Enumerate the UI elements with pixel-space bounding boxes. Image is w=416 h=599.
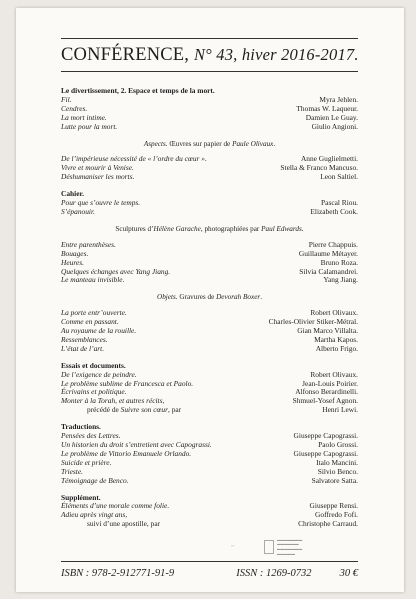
- stamp-logo-icon: [264, 540, 274, 554]
- toc-author: Alberto Frigo.: [315, 343, 358, 353]
- toc-author: Alfonso Berardinelli.: [295, 387, 358, 397]
- toc-title: Quelques échanges avec Yang Jiang.: [61, 266, 171, 276]
- toc-title: Déshumaniser les morts.: [61, 172, 135, 182]
- isbn: ISBN : 978-2-912771-91-9: [61, 568, 175, 579]
- caption-part: .: [260, 293, 262, 302]
- toc-title: Témoignage de Benco.: [61, 475, 129, 485]
- objets-caption: [61, 293, 358, 302]
- toc-author: Silvia Calamandrei.: [299, 266, 358, 276]
- toc-title: Ressemblances.: [61, 334, 108, 344]
- caption-part: , photographiées par: [200, 224, 262, 233]
- toc-author: Giuseppe Rensi.: [309, 501, 358, 511]
- toc-row: [61, 336, 358, 345]
- toc-author: Giuseppe Capograssi.: [293, 448, 358, 458]
- toc-row: [61, 520, 358, 529]
- toc-title-part: Suivre son cœur: [120, 405, 169, 415]
- toc-author: Damien Le Guay.: [305, 112, 358, 122]
- toc-author: Italo Mancini.: [316, 457, 358, 467]
- toc-title: De l’impérieuse nécessité de « l’ordre du cœur ».: [61, 154, 207, 164]
- toc-title: Éléments d’une morale comme folie.: [61, 501, 170, 511]
- section-heading: Le divertissement, 2. Espace et temps de la mort.: [61, 86, 215, 95]
- toc-author: Salvatore Satta.: [311, 475, 358, 485]
- caption-artist: Devorah Boxer: [216, 293, 261, 302]
- toc-author: Christophe Carraud.: [298, 519, 358, 529]
- toc-author: Charles-Olivier Stiker-Métral.: [268, 317, 358, 327]
- toc-title-part: , par: [168, 405, 182, 415]
- top-rule: [61, 38, 358, 39]
- stamp-lines: ▬▬▬▬▬▬▬ ▬▬▬▬▬▬ ▬▬▬▬▬▬▬ ▬▬▬▬▬: [277, 537, 303, 556]
- toc-author: Stella & Franco Mancuso.: [280, 163, 358, 173]
- price: 30 €: [339, 568, 358, 579]
- toc-title: suivi d’une apostille, par: [87, 519, 161, 529]
- title-issue: N° 43, hiver 2016-2017.: [193, 45, 359, 64]
- aspects-caption: [61, 140, 358, 149]
- section-supplement: [61, 494, 358, 530]
- toc-author: Elizabeth Cook.: [310, 206, 358, 216]
- caption-artist: Paule Olivaux: [232, 139, 274, 148]
- toc-title: Vivre et mourir à Venise.: [61, 163, 134, 173]
- toc-title: La mort intime.: [61, 112, 107, 122]
- section-aspects: [61, 155, 358, 182]
- toc-author: Anne Guglielmetti.: [300, 154, 358, 164]
- toc-author: Robert Olivaux.: [310, 308, 358, 318]
- toc-title: Suicide et prière.: [61, 457, 112, 467]
- toc-author: Gian Marco Villalta.: [297, 326, 358, 336]
- caption-part: .: [273, 139, 276, 148]
- toc-row: [61, 276, 358, 285]
- toc-title: La porte entr’ouverte.: [61, 308, 127, 318]
- toc-title: Comme en passant.: [61, 317, 119, 327]
- toc-title: Bouages.: [61, 248, 89, 258]
- toc-row: [61, 123, 358, 132]
- section-heading: Essais et documents.: [61, 360, 126, 370]
- toc-title: Heures.: [61, 257, 84, 267]
- toc-author: Shmuel-Yosef Agnon.: [292, 396, 358, 406]
- toc-author: Yang Jiang.: [323, 275, 358, 285]
- toc-row: [61, 459, 358, 468]
- caption-part: .: [301, 224, 304, 233]
- toc-title: [61, 406, 181, 415]
- toc-title: Au royaume de la rouille.: [61, 326, 137, 336]
- toc-author: Pierre Chappuis.: [308, 239, 358, 249]
- section-heading: Traductions.: [61, 422, 101, 432]
- toc-title: Le problème sublime de Francesca et Paolo.: [61, 378, 194, 388]
- toc-author: Robert Olivaux.: [310, 369, 358, 379]
- bottom-rule: [61, 561, 358, 562]
- toc-author: Myra Jehlen.: [319, 94, 358, 104]
- caption-part: Objets.: [157, 293, 178, 302]
- page-inner: [61, 8, 358, 592]
- toc-author: Goffredo Fofi.: [315, 510, 358, 520]
- toc-title: De l’exigence de peindre.: [61, 369, 137, 379]
- section-heading: Cahier.: [61, 189, 84, 199]
- toc-author: Thomas W. Laqueur.: [296, 103, 358, 113]
- toc-title-part: précédé de: [87, 405, 121, 415]
- toc-title: Adieu après vingt ans,: [61, 510, 128, 520]
- toc-author: Bruno Roza.: [320, 257, 358, 267]
- caption-part: Gravures de: [177, 293, 217, 302]
- section-heading: Supplément.: [61, 492, 101, 502]
- section-cahier: [61, 190, 358, 217]
- toc-title: Pour que s’ouvre le temps.: [61, 198, 141, 208]
- toc-author: Jean-Louis Poirier.: [302, 378, 358, 388]
- caption-part: Œuvres sur papier de: [167, 139, 233, 148]
- footer: [61, 568, 358, 579]
- section-traductions: [61, 423, 358, 485]
- issn: ISSN : 1269-0732: [236, 568, 312, 579]
- toc-author: Guillaume Métayer.: [298, 248, 358, 258]
- toc-title: Fil.: [61, 94, 72, 104]
- toc-author: Martha Kapos.: [314, 334, 358, 344]
- toc-author: Giuseppe Capograssi.: [293, 431, 358, 441]
- toc-title: Trieste.: [61, 466, 83, 476]
- toc-author: Pascal Riou.: [321, 198, 358, 208]
- toc-author: Henri Lewi.: [322, 405, 358, 415]
- journal-title: [61, 45, 358, 66]
- section-objets: [61, 309, 358, 354]
- publisher-stamp: [231, 534, 341, 560]
- toc-title: Monter à la Torah, et autres récits,: [61, 396, 165, 406]
- sculptures-caption: [61, 225, 358, 234]
- signature-mark: ~: [231, 544, 235, 550]
- toc-title: Le problème de Vittorio Emanuele Orlando.: [61, 448, 192, 458]
- back-cover: [16, 8, 404, 592]
- section-divertissement: [61, 87, 358, 132]
- caption-part: Aspects.: [143, 139, 168, 148]
- toc-row: [61, 477, 358, 486]
- toc-title: Pensées des Lettres.: [61, 431, 121, 441]
- toc-author: Paolo Grossi.: [318, 440, 358, 449]
- toc-row: [61, 173, 358, 182]
- toc-author: Silvio Benco.: [317, 466, 358, 476]
- toc-row: [61, 406, 358, 415]
- toc-title: Entre parenthèses.: [61, 239, 116, 249]
- section-sculptures: [61, 241, 358, 286]
- toc-row: [61, 208, 358, 217]
- toc-title: Cendres.: [61, 103, 88, 113]
- table-of-contents: [61, 87, 358, 537]
- caption-part: Sculptures d’: [115, 224, 154, 233]
- toc-author: Leon Saltiel.: [320, 172, 358, 182]
- toc-title: L’état de l’art.: [61, 343, 105, 353]
- toc-row: [61, 345, 358, 354]
- caption-photographer: Paul Edwards: [261, 224, 302, 233]
- toc-author: Giulio Angioni.: [311, 121, 358, 131]
- toc-title: Écrivains et politique.: [61, 387, 127, 397]
- toc-row: [61, 250, 358, 259]
- toc-title: S’épanouir.: [61, 206, 95, 216]
- toc-title: Lutte pour la mort.: [61, 121, 118, 131]
- section-essais: [61, 362, 358, 415]
- toc-title: Le manteau invisible.: [61, 275, 125, 285]
- title-main: CONFÉRENCE,: [61, 45, 194, 65]
- toc-title: Un historien du droit s’entretient avec Capograssi.: [61, 440, 212, 449]
- caption-artist: Hélène Garache: [153, 224, 201, 233]
- title-rule: [61, 71, 358, 72]
